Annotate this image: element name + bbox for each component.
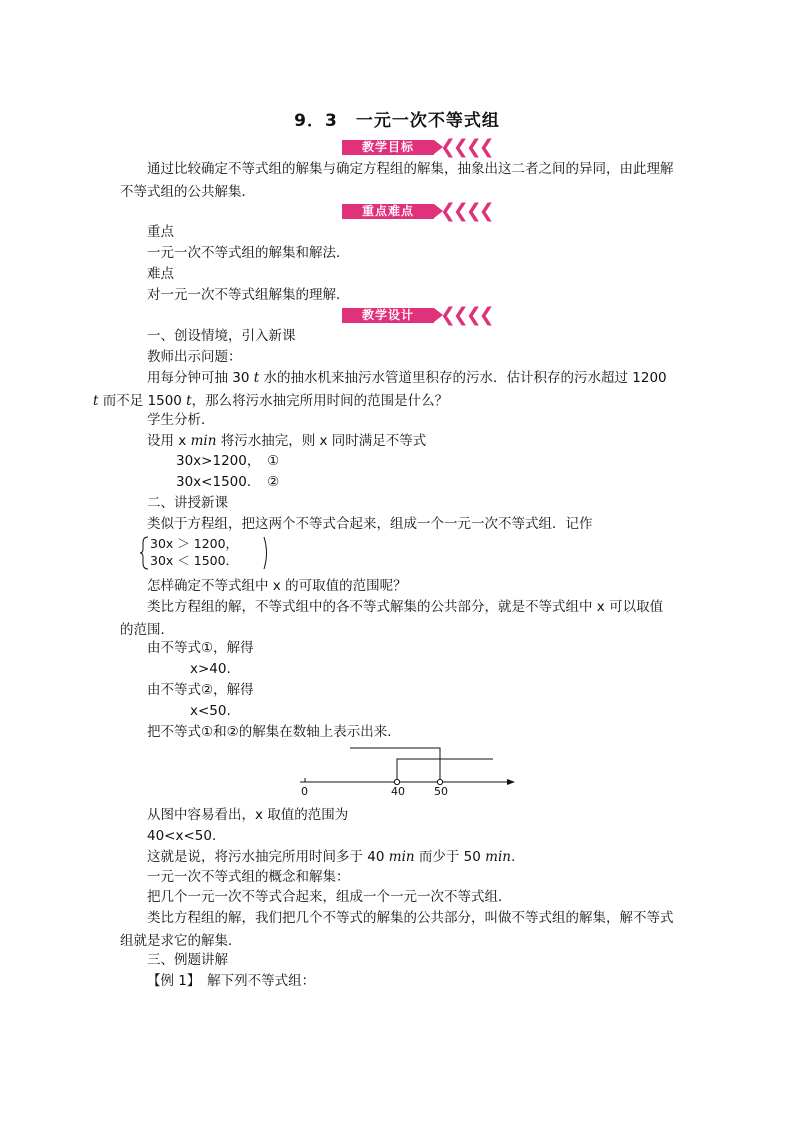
- solution-1: x>40.: [190, 661, 231, 677]
- section-banner-key: [342, 201, 492, 221]
- from-ineq1: 由不等式①，解得: [147, 640, 254, 656]
- chevrons-icon: ❮❮❮❮: [440, 200, 492, 222]
- tick-label-0: 0: [301, 785, 308, 798]
- open-point-40: [394, 779, 399, 784]
- range-line: 40<x<50.: [147, 828, 217, 844]
- solution-ray-2: [350, 748, 440, 782]
- analogy-paragraph: 类比方程组的解，不等式组中的各不等式解集的公共部分，就是不等式组中 x 可以取值的范围．: [120, 599, 664, 638]
- section3-heading: 三、例题讲解: [147, 952, 228, 968]
- chevrons-icon: ❮❮❮❮: [440, 136, 492, 158]
- solution-ray-1: [397, 759, 493, 782]
- difficulty-label: 难点: [147, 266, 174, 282]
- definition-2: 类比方程组的解，我们把几个不等式的解集的公共部分，叫做不等式组的解集，解不等式组就是求它的解集．: [120, 910, 674, 949]
- banner-label: 重点难点: [361, 204, 414, 218]
- problem-paragraph: 用每分钟可抽 30 t 水的抽水机来抽污水管道里积存的污水．估计积存的污水超过 1200 t 而不足 1500 t，那么将污水抽完所用时间的范围是什么？: [93, 370, 667, 409]
- open-point-50: [437, 779, 442, 784]
- question-line: 怎样确定不等式组中 x 的可取值的范围呢？: [147, 578, 407, 594]
- analysis-line: 学生分析．: [147, 412, 215, 428]
- solution-2: x<50.: [190, 703, 231, 719]
- easy-line: 从图中容易看出，x 取值的范围为: [147, 807, 349, 823]
- difficulty-text: 对一元一次不等式组解集的理解．: [147, 287, 350, 303]
- inequality-1: 30x>1200， ①: [176, 453, 280, 469]
- inequality-2: 30x<1500． ②: [176, 474, 280, 490]
- system-line-2: 30x ＜ 1500．: [150, 553, 239, 568]
- inequality-system: [140, 535, 270, 571]
- page-title: 9．3 一元一次不等式组: [294, 111, 500, 131]
- number-line-figure: [295, 740, 520, 800]
- concept-line: 一元一次不等式组的概念和解集：: [147, 869, 350, 885]
- section-banner-goal: [342, 137, 492, 157]
- section-banner-design: [342, 305, 492, 325]
- show-line: 把不等式①和②的解集在数轴上表示出来．: [147, 724, 401, 740]
- teacher-line: 教师出示问题：: [147, 349, 242, 365]
- axis-arrow-icon: [507, 779, 515, 785]
- key-text: 一元一次不等式组的解集和解法．: [147, 245, 350, 261]
- setup-line: 设用 x min 将污水抽完，则 x 同时满足不等式: [147, 433, 427, 449]
- from-ineq2: 由不等式②，解得: [147, 682, 254, 698]
- section1-heading: 一、创设情境，引入新课: [147, 328, 296, 344]
- key-label: 重点: [147, 224, 174, 240]
- tick-label-50: 50: [434, 785, 448, 798]
- section2-heading: 二、讲授新课: [147, 495, 228, 511]
- chevrons-icon: ❮❮❮❮: [440, 304, 492, 326]
- tick-label-40: 40: [391, 785, 405, 798]
- meaning-line: 这就是说，将污水抽完所用时间多于 40 min 而少于 50 min.: [147, 849, 516, 865]
- goal-paragraph: 通过比较确定不等式组的解集与确定方程组的解集，抽象出这二者之间的异同，由此理解不等式组的公共解集．: [120, 161, 674, 200]
- banner-label: 教学设计: [361, 308, 414, 322]
- compose-line: 类似于方程组，把这两个不等式合起来，组成一个一元一次不等式组．记作: [147, 516, 593, 532]
- example-1-line: 【例 1】 解下列不等式组：: [147, 973, 316, 989]
- definition-1: 把几个一元一次不等式合起来，组成一个一元一次不等式组．: [147, 889, 512, 905]
- banner-label: 教学目标: [361, 140, 414, 154]
- system-line-1: 30x ＞ 1200，: [150, 536, 239, 551]
- number-line: [295, 740, 520, 800]
